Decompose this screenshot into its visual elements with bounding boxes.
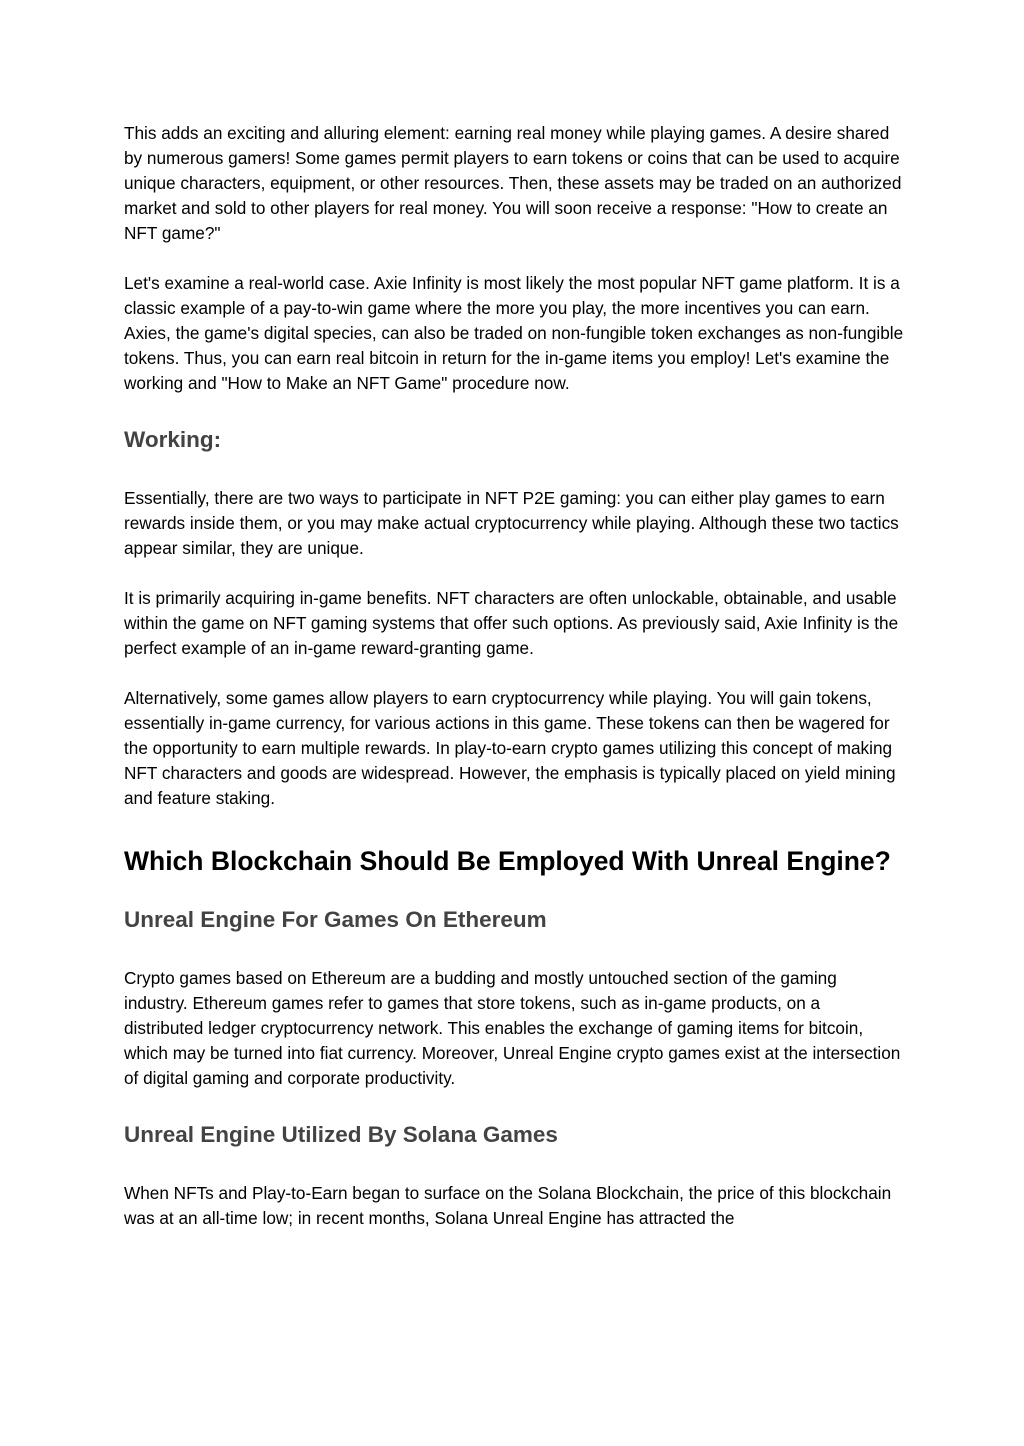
heading-blockchain: Which Blockchain Should Be Employed With Unreal Engine?	[124, 846, 891, 876]
ethereum-paragraph: Crypto games based on Ethereum are a budding and mostly untouched section of the gaming industry. Ethereum games refer to games that store tokens, such as in-game products, on a distributed ledger cryptocurrency network. This enables the exchange of gaming items for bitcoin, which may be turned into fiat currency. Moreover, Unreal Engine crypto games exist at the intersection of digital gaming and corporate productivity.	[124, 968, 901, 1088]
heading-ethereum: Unreal Engine For Games On Ethereum	[124, 907, 547, 932]
solana-paragraph: When NFTs and Play-to-Earn began to surface on the Solana Blockchain, the price of this blockchain was at an all-time low; in recent months, Solana Unreal Engine has attracted the	[124, 1183, 892, 1228]
working-paragraph-3: Alternatively, some games allow players to earn cryptocurrency while playing. You will gain tokens, essentially in-game currency, for various actions in this game. These tokens can then be wagered for the opportunity to earn multiple rewards. In play-to-earn crypto games utilizing this concept of making NFT characters and goods are widespread. However, the emphasis is typically placed on yield mining and feature staking.	[124, 688, 896, 808]
working-paragraph-2: It is primarily acquiring in-game benefits. NFT characters are often unlockable, obtainable, and usable within the game on NFT gaming systems that offer such options. As previously said, Axie Infinity is the perfect example of an in-game reward-granting game.	[124, 588, 899, 658]
intro-paragraph-2: Let's examine a real-world case. Axie Infinity is most likely the most popular NFT game platform. It is a classic example of a pay-to-win game where the more you play, the more incentives you can earn. Axies, the game's digital species, can also be traded on non-fungible token exchanges as non-fungible tokens. Thus, you can earn real bitcoin in return for the in-game items you employ! Let's examine the working and "How to Make an NFT Game" procedure now.	[124, 273, 904, 393]
intro-paragraph-1: This adds an exciting and alluring element: earning real money while playing games. A desire shared by numerous gamers! Some games permit players to earn tokens or coins that can be used to acquire unique characters, equipment, or other resources. Then, these assets may be traded on an authorized market and sold to other players for real money. You will soon receive a response: "How to create an NFT game?"	[124, 123, 902, 243]
heading-solana: Unreal Engine Utilized By Solana Games	[124, 1122, 558, 1147]
heading-working: Working:	[124, 427, 222, 452]
document-page	[124, 121, 904, 1231]
working-paragraph-1: Essentially, there are two ways to participate in NFT P2E gaming: you can either play games to earn rewards inside them, or you may make actual cryptocurrency while playing. Although these two tactics appear similar, they are unique.	[124, 488, 899, 558]
